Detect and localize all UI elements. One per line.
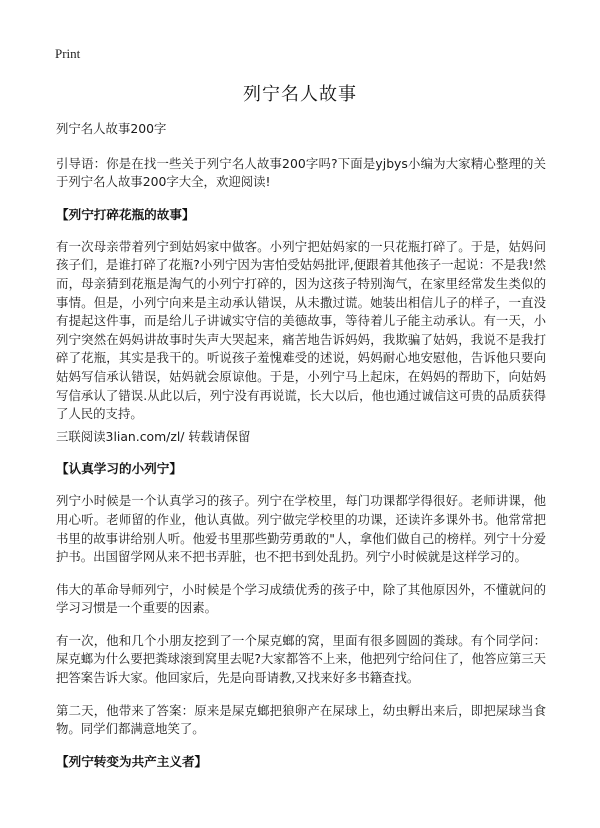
repost-note bbox=[56, 428, 546, 447]
section-heading-vase: 【列宁打碎花瓶的故事】 bbox=[56, 206, 195, 222]
article-intro: 引导语：你是在找一些关于列宁名人故事200字吗?下面是yjbys小编为大家精心整理的关于列宁名人故事200字大全，欢迎阅读! bbox=[56, 155, 546, 190]
section-paragraph: 有一次母亲带着列宁到姑妈家中做客。小列宁把姑妈家的一只花瓶打碎了。于是，姑妈问孩子们，是谁打碎了花瓶?小列宁因为害怕受姑妈批评,便跟着其他孩子一起说：不是我!然而，母亲猜到花瓶是淘气的小列宁打碎的，因为这孩子特别淘气，在家里经常发生类似的事情。但是，小列宁向来是主动承认错误，从未撒过谎。她装出相信儿子的样子，一直没有提起这件事，而是给儿子讲诚实守信的美德故事，等待着儿子能主动承认。有一天，小列宁突然在妈妈讲故事时失声大哭起来，痛苦地告诉妈妈，我欺骗了姑妈，我说不是我打碎了花瓶，其实是我干的。听说孩子羞愧难受的述说，妈妈耐心地安慰他，告诉他只要向姑妈写信承认错误，姑妈就会原谅他。于是，小列宁马上起床，在妈妈的帮助下，向姑妈写信承认了错误.从此以后，列宁没有再说谎，长大以后，他也通过诚信这可贵的品质获得了人民的支持。 bbox=[56, 238, 546, 422]
article-body bbox=[56, 120, 546, 785]
section-paragraph: 第二天，他带来了答案：原来是屎克螂把狼卵产在屎球上，幼虫孵出来后，即把屎球当食物。同学们都满意地笑了。 bbox=[56, 702, 546, 737]
repost-note-text: 三联阅读3lian.com/zl/ 转载请保留 bbox=[56, 428, 251, 444]
article-subtitle: 列宁名人故事200字 bbox=[56, 121, 167, 136]
print-link[interactable]: Print bbox=[55, 46, 81, 61]
page-title: 列宁名人故事 bbox=[243, 84, 357, 105]
section-paragraph: 有一次，他和几个小朋友挖到了一个屎克螂的窝，里面有很多圆圆的粪球。有个同学问：屎克螂为什么要把粪球滚到窝里去呢?大家都答不上来，他把列宁给问住了，他答应第三天把答案告诉大家。他回家后，先是向哥请教,又找来好多书籍查找。 bbox=[56, 632, 546, 686]
section-paragraph: 列宁小时候是一个认真学习的孩子。列宁在学校里，每门功课都学得很好。老师讲课，他用心听。老师留的作业，他认真做。列宁做完学校里的功课，还读许多课外书。他常常把书里的故事讲给别人听。他爱书里那些勤劳勇敢的"人，拿他们做自己的榜样。列宁十分爱护书。出国留学网从来不把书弄脏，也不把书到处乱扔。列宁小时候就是这样学习的。 bbox=[56, 493, 546, 565]
section-heading-study: 【认真学习的小列宁】 bbox=[56, 461, 182, 477]
section-heading-communist: 【列宁转变为共产主义者】 bbox=[56, 753, 208, 769]
section-paragraph: 伟大的革命导师列宁，小时候是个学习成绩优秀的孩子中，除了其他原因外，不懂就问的学习习惯是一个重要的因素。 bbox=[56, 581, 546, 616]
